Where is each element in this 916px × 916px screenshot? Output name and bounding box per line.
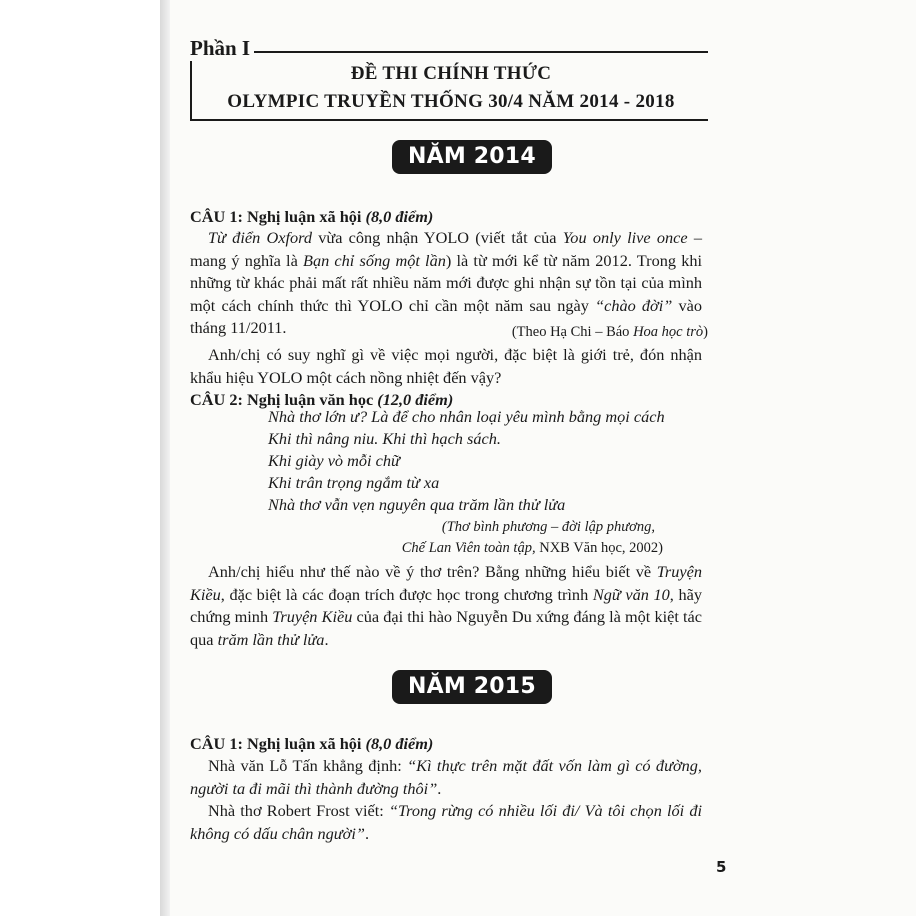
text: , đặc biệt là các đoạn trích được học trong chương trình (220, 584, 593, 604)
text: Anh/chị hiểu như thế nào về ý thơ trên? Bằng những hiểu biết về (208, 562, 657, 581)
poem-citation-line-2 (310, 537, 663, 559)
question-points: (8,0 điểm) (365, 207, 434, 226)
year-badge-2015: NĂM 2015 (392, 670, 552, 704)
book-spine-shadow (160, 0, 170, 916)
source-suffix: ) (703, 324, 708, 340)
text-italic: You only live once (562, 228, 688, 247)
text: – mang ý nghĩa là (190, 228, 702, 270)
poem-line: Nhà thơ lớn ư? Là để cho nhân loại yêu mình bằng mọi cách (268, 407, 665, 426)
year-badge-2014: NĂM 2014 (392, 140, 552, 174)
question-points: (8,0 điểm) (365, 734, 434, 753)
text-italic: Truyện Kiều (190, 562, 702, 604)
question-2-prompt (190, 561, 702, 651)
title-line-2: OLYMPIC TRUYỀN THỐNG 30/4 NĂM 2014 - 2018 (227, 91, 675, 112)
question-points: (12,0 điểm) (377, 390, 454, 409)
question-label: CÂU 1: Nghị luận xã hội (190, 207, 362, 226)
part-label: Phần I (190, 36, 254, 61)
background-margin (0, 0, 160, 916)
poem-line: Nhà thơ vẫn vẹn nguyên qua trăm lần thử lửa (268, 495, 566, 514)
quote: “Trong rừng có nhiều lối đi/ Và tôi chọn lối đi không có dấu chân người” (190, 801, 702, 843)
text: , hãy chứng minh (190, 584, 702, 627)
source-prefix: (Theo Hạ Chi – Báo (511, 324, 634, 340)
text-italic: Từ điển Oxford (208, 228, 312, 247)
page-number: 5 (716, 858, 727, 876)
text: . (324, 629, 329, 649)
text-italic: trăm lần thử lửa (217, 629, 325, 649)
question-label: CÂU 2: Nghị luận văn học (190, 390, 374, 409)
text: . (437, 778, 442, 798)
source-paper: Hoa học trò (633, 324, 704, 340)
title-box (190, 51, 708, 121)
book-page (170, 0, 916, 916)
poem-line: Khi giày vò mỗi chữ (268, 451, 400, 470)
question-1-prompt: Anh/chị có suy nghĩ gì về việc mọi người, đặc biệt là giới trẻ, đón nhận khẩu hiệu YOLO một cách nồng nhiệt đến vậy? (190, 345, 702, 387)
text: của đại thi hào Nguyễn Du xứng đáng là một kiệt tác qua (190, 607, 702, 649)
text: Nhà văn Lỗ Tấn khẳng định: (208, 756, 408, 775)
quote: “Kì thực trên mặt đất vốn làm gì có đường, người ta đi mãi thì thành đường thôi” (190, 756, 702, 798)
question-1-source (512, 324, 708, 341)
text: vừa công nhận YOLO (viết tắt của (311, 228, 563, 247)
text: vào tháng 11/2011. (190, 295, 703, 338)
citation-publisher: NXB Văn học, 2002) (535, 540, 663, 556)
text: ) là từ mới kể từ năm 2012. Trong khi những từ khác phải mất rất nhiều năm mới được ghi nhận sự tồn tại của mình một cách chính thức thì YOLO chỉ cần một năm sau ngày (190, 250, 703, 315)
text-italic: “chào đời” (595, 295, 673, 315)
poem (268, 406, 665, 516)
text: . (364, 823, 370, 843)
question-1-quote-frost (190, 800, 702, 845)
text: Nhà thơ Robert Frost viết: (208, 801, 389, 820)
question-label: CÂU 1: Nghị luận xã hội (190, 734, 362, 753)
poem-citation-line-1: (Thơ bình phương – đời lập phương, (441, 519, 655, 535)
title-line-1: ĐỀ THI CHÍNH THỨC (350, 63, 552, 84)
question-1-heading (190, 206, 433, 228)
question-1-heading-2015 (190, 733, 433, 755)
text-italic: Truyện Kiều (272, 607, 353, 627)
poem-line: Khi trân trọng ngắm từ xa (268, 473, 440, 492)
text-italic: Bạn chỉ sống một lần (303, 250, 446, 270)
text-italic: Ngữ văn 10 (592, 584, 670, 604)
citation-book: Chế Lan Viên toàn tập, (401, 540, 536, 556)
question-1-quote-lu-xun (190, 755, 702, 800)
poem-line: Khi thì nâng niu. Khi thì hạch sách. (268, 429, 501, 448)
